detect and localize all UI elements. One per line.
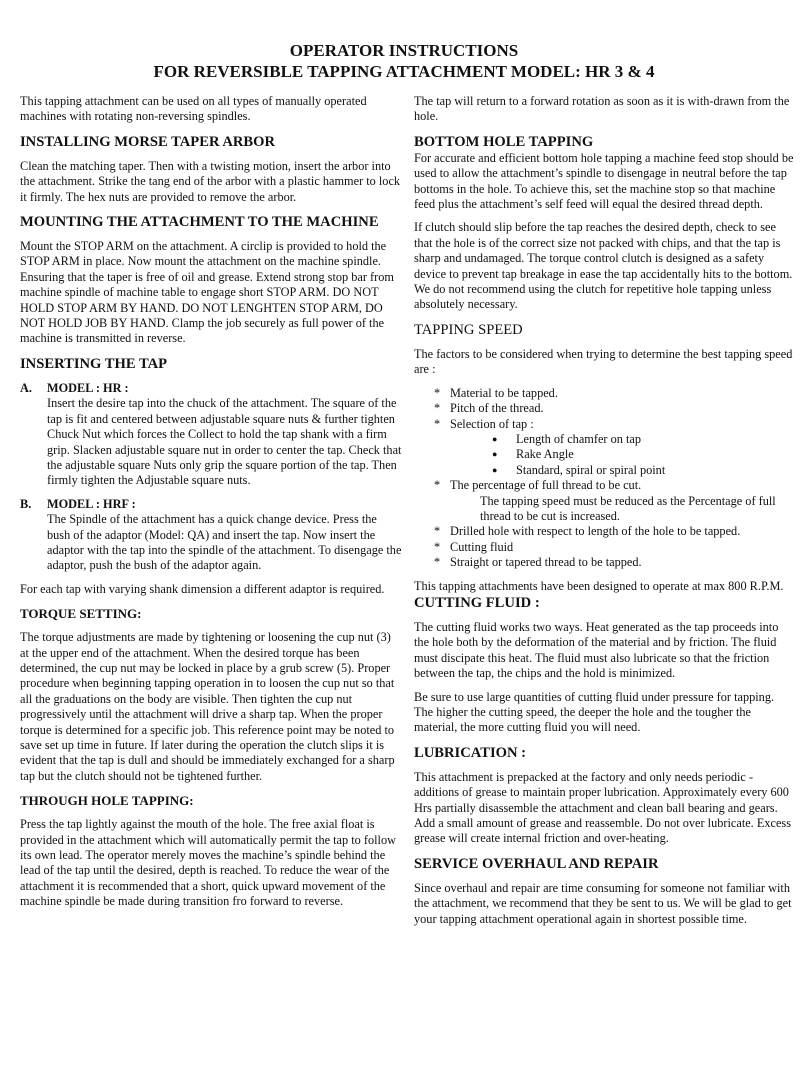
title-line-1: OPERATOR INSTRUCTIONS	[289, 41, 519, 60]
bottom-heading: BOTTOM HOLE TAPPING	[414, 133, 594, 150]
list-item: * Straight or tapered thread to be tapped.	[434, 555, 796, 570]
model-hr-block	[20, 381, 402, 489]
model-hr-label: A.	[20, 380, 32, 395]
list-item: ● Length of chamfer on tap	[492, 432, 796, 447]
model-hrf-label: B.	[20, 496, 32, 511]
lubrication-heading: LUBRICATION :	[414, 744, 527, 761]
torque-heading: TORQUE SETTING:	[20, 606, 142, 622]
service-heading: SERVICE OVERHAUL AND REPAIR	[414, 855, 659, 872]
mounting-text: Mount the STOP ARM on the attachment. A circlip is provided to hold the STOP ARM in place. Now mount the attachment on the machine spindle. Ensuring that the taper is free of oil and grease. Extend strong stop bar from machine spindle of machine table to engage short STOP ARM. DO NOT HOLD STOP ARM BY HAND. DO NOT LENGHTEN STOP ARM, DO NOT HOLD JOB BY HAND. Clamp the job securely as full power of the machine is transmitted in reverse.	[20, 239, 394, 346]
list-item: * Material to be tapped.	[434, 386, 796, 401]
left-column	[20, 94, 402, 918]
speed-heading: TAPPING SPEED	[414, 321, 523, 338]
mounting-heading: MOUNTING THE ATTACHMENT TO THE MACHINE	[20, 214, 379, 231]
morse-text: Clean the matching taper. Then with a twisting motion, insert the arbor into the attachment. Strike the tang end of the arbor with a plastic hammer to lock it firmly. The hex nuts are provided to remove the arbor.	[20, 158, 401, 204]
right-column	[414, 94, 796, 935]
service-text: Since overhaul and repair are time consuming for someone not familiar with the attachment, we recommend that they be sent to us. We will be glad to get your tapping attachment operational again in shortest possible time.	[414, 880, 792, 926]
fluid-heading: CUTTING FLUID :	[414, 594, 540, 611]
bottom-text-2: If clutch should slip before the tap reaches the desired depth, check to see that the hole is of the correct size not packed with chips, and that the tap is sharp and undamaged. The torque control clutch is designed as a safety device to prevent tap breakage in ease the tap accidentally hits to the bottom. We do not recommend using the clutch for repetitive hole tapping unless absolutely necessary.	[414, 220, 793, 312]
list-item	[434, 478, 796, 524]
list-item: ● Standard, spiral or spiral point	[492, 463, 796, 478]
model-hrf-text: The Spindle of the attachment has a quick change device. Press the bush of the adaptor (Model: QA) and insert the tap. Now insert the adaptor with the tap into the spindle of the attachment. To disengage the adaptor, push the bush of the adaptor again.	[47, 512, 402, 573]
model-hr-heading: MODEL : HR :	[47, 380, 129, 395]
title-line-2: FOR REVERSIBLE TAPPING ATTACHMENT MODEL: HR 3 & 4	[153, 62, 655, 81]
model-hrf-block	[20, 497, 402, 574]
speed-intro: The factors to be considered when trying to determine the best tapping speed are :	[414, 346, 793, 377]
speed-factor-list	[414, 386, 796, 571]
inserting-heading: INSERTING THE TAP	[20, 355, 168, 372]
speed-outro: This tapping attachments have been designed to operate at max 800 R.P.M.	[414, 578, 784, 593]
list-item: ● Rake Angle	[492, 447, 796, 462]
lubrication-text: This attachment is prepacked at the factory and only needs periodic - additions of grease to maintain proper lubrication. Approximately every 600 Hrs partially disassemble the attachment and clean ball bearing and gears. Add a small amount of grease and reassemble. Do not over lubricate. Excess grease will create internal friction and over-heating.	[414, 769, 791, 846]
torque-text: The torque adjustments are made by tightening or loosening the cup nut (3) at the upper end of the attachment. When the desired torque has been determined, the cup nut may be locked in place by a grub screw (5). Proper procedure when beginning tapping operation in to loosen the cup nut so that all the graduations on the body are visible. Then tighten the cup nut progressively until the attachment will drive a sharp tap. When the proper torque is determined for a specific job. This reference point may be noted to save set up time in future. If later during the operation the clutch slips it is evident that the tap is dull and should be immediately exchanged for a sharp tap but the clutch should not be tightened further.	[20, 630, 395, 783]
bottom-text-1: For accurate and efficient bottom hole tapping a machine feed stop should be used to allow the attachment’s spindle to disengage in neutral before the tap bottoms in the hole. To achieve this, set the machine stop so that machine feed plus the attachment’s self feed will equal the desired thread depth.	[414, 150, 794, 212]
fluid-text-1: The cutting fluid works two ways. Heat generated as the tap proceeds into the hole both by the deformation of the material and by friction. The fluid must discipate this heat. The fluid must also lubricate so that the friction between the tap, the chips and the hold is minimized.	[414, 619, 779, 681]
adaptor-note: For each tap with varying shank dimension a different adaptor is required.	[20, 581, 385, 596]
list-item-text: The percentage of full thread to be cut.	[450, 478, 642, 493]
list-item: * Cutting fluid	[434, 540, 796, 555]
tap-selection-list	[450, 432, 796, 478]
model-hrf-heading: MODEL : HRF :	[47, 496, 136, 511]
forward-rotation-text: The tap will return to a forward rotation as soon as it is with-drawn from the hole.	[414, 94, 790, 124]
speed-note: The tapping speed must be reduced as the Percentage of full thread to be cut is increased.	[480, 493, 776, 523]
list-item-text: Selection of tap :	[450, 416, 534, 431]
page-title	[0, 40, 808, 82]
fluid-text-2: Be sure to use large quantities of cutting fluid under pressure for tapping. The higher the cutting speed, the deeper the hole and the tougher the material, the more cutting fluid you will need.	[414, 689, 775, 735]
through-heading: THROUGH HOLE TAPPING:	[20, 793, 194, 809]
list-item: * Pitch of the thread.	[434, 401, 796, 416]
intro-text: This tapping attachment can be used on all types of manually operated machines with rotating non-reversing spindles.	[20, 94, 367, 124]
list-item: * Drilled hole with respect to length of the hole to be tapped.	[434, 524, 796, 539]
through-text: Press the tap lightly against the mouth of the hole. The free axial float is provided in the attachment which will automatically permit the tap to follow its own lead. The operator merely moves the machine’s spindle behind the lead of the tap until the desired, depth is reached. To reduce the wear of the attachment it is recommended that a short, quick upward movement of the machine spindle be made during transition fro forward to reverse.	[20, 817, 396, 909]
morse-heading: INSTALLING MORSE TAPER ARBOR	[20, 133, 276, 150]
list-item	[434, 417, 796, 479]
model-hr-text: Insert the desire tap into the chuck of the attachment. The square of the tap is fit and centered between adjustable square nuts & further tighten Chuck Nut which forces the Collect to hold the tap shank with a firm grip. Slacken adjustable square nut in order to center the tap. Check that the adjustable square Nuts only grip the square portion of the tap. Then firmly tighten the Adjustable square nuts.	[47, 396, 402, 488]
